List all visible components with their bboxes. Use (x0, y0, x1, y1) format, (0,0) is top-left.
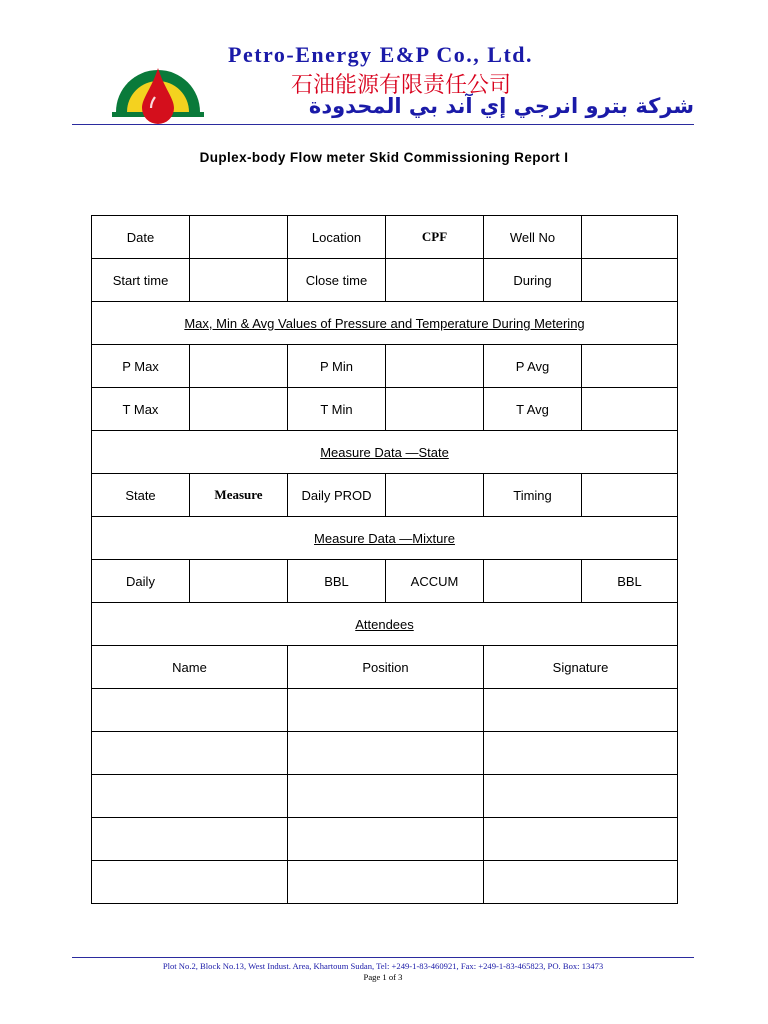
location-value-cell[interactable]: CPF (386, 216, 484, 259)
section-heading-text: Measure Data —State (320, 444, 449, 460)
attendee-position-cell[interactable] (288, 689, 484, 732)
t-max-label: T Max (92, 388, 190, 431)
table-row (92, 216, 678, 259)
attendee-row (92, 818, 678, 861)
well-no-label: Well No (484, 216, 582, 259)
attendee-signature-cell[interactable] (484, 861, 678, 904)
oil-drop-logo-icon (112, 44, 204, 124)
report-title: Duplex-body Flow meter Skid Commissioning Report I (199, 150, 569, 165)
table-row (92, 603, 678, 646)
attendee-name-cell[interactable] (92, 689, 288, 732)
t-min-label: T Min (288, 388, 386, 431)
during-label: During (484, 259, 582, 302)
t-max-value-cell[interactable] (190, 388, 288, 431)
accum-label: ACCUM (386, 560, 484, 603)
attendee-name-cell[interactable] (92, 818, 288, 861)
close-time-value-cell[interactable] (386, 259, 484, 302)
page-number: Page 1 of 3 (363, 972, 403, 982)
position-column-header: Position (288, 646, 484, 689)
attendee-row (92, 775, 678, 818)
t-min-value-cell[interactable] (386, 388, 484, 431)
daily-prod-value-cell[interactable] (386, 474, 484, 517)
p-max-label: P Max (92, 345, 190, 388)
measure-state-section-heading (92, 431, 678, 474)
p-avg-value-cell[interactable] (582, 345, 678, 388)
close-time-label: Close time (288, 259, 386, 302)
table-row (92, 345, 678, 388)
state-value-cell[interactable]: Measure (190, 474, 288, 517)
start-time-value-cell[interactable] (190, 259, 288, 302)
daily-prod-label: Daily PROD (288, 474, 386, 517)
accum-unit-label: BBL (582, 560, 678, 603)
section-heading-text: Measure Data —Mixture (314, 530, 455, 546)
date-value-cell[interactable] (190, 216, 288, 259)
attendee-position-cell[interactable] (288, 861, 484, 904)
header-divider (72, 124, 694, 125)
accum-value-cell[interactable] (484, 560, 582, 603)
p-min-label: P Min (288, 345, 386, 388)
pressure-temperature-section-heading (92, 302, 678, 345)
attendee-position-cell[interactable] (288, 818, 484, 861)
name-column-header: Name (92, 646, 288, 689)
p-min-value-cell[interactable] (386, 345, 484, 388)
during-value-cell[interactable] (582, 259, 678, 302)
company-name-chinese: 石油能源有限责任公司 (291, 73, 512, 98)
company-name-english: Petro-Energy E&P Co., Ltd. (228, 42, 534, 67)
section-heading-text: Attendees (355, 616, 414, 632)
daily-value-cell[interactable] (190, 560, 288, 603)
attendee-row (92, 861, 678, 904)
section-heading-text: Max, Min & Avg Values of Pressure and Temperature During Metering (184, 315, 585, 331)
attendee-row (92, 732, 678, 775)
attendee-signature-cell[interactable] (484, 775, 678, 818)
p-avg-label: P Avg (484, 345, 582, 388)
daily-unit-label: BBL (288, 560, 386, 603)
attendee-name-cell[interactable] (92, 732, 288, 775)
company-name-arabic: شركة بترو انرجي إي آند بي المحدودة (308, 94, 694, 118)
table-row (92, 560, 678, 603)
footer-divider (72, 957, 694, 958)
report-table (91, 215, 678, 904)
attendee-name-cell[interactable] (92, 775, 288, 818)
t-avg-label: T Avg (484, 388, 582, 431)
table-row (92, 474, 678, 517)
page-footer (72, 961, 694, 983)
signature-column-header: Signature (484, 646, 678, 689)
table-row (92, 259, 678, 302)
table-row (92, 431, 678, 474)
attendee-name-cell[interactable] (92, 861, 288, 904)
state-label: State (92, 474, 190, 517)
attendee-signature-cell[interactable] (484, 818, 678, 861)
timing-value-cell[interactable] (582, 474, 678, 517)
table-row (92, 302, 678, 345)
timing-label: Timing (484, 474, 582, 517)
attendees-section-heading (92, 603, 678, 646)
table-row (92, 517, 678, 560)
attendee-position-cell[interactable] (288, 775, 484, 818)
attendee-signature-cell[interactable] (484, 732, 678, 775)
attendee-signature-cell[interactable] (484, 689, 678, 732)
t-avg-value-cell[interactable] (582, 388, 678, 431)
start-time-label: Start time (92, 259, 190, 302)
attendee-row (92, 689, 678, 732)
well-no-value-cell[interactable] (582, 216, 678, 259)
footer-address: Plot No.2, Block No.13, West Indust. Area, Khartoum Sudan, Tel: +249-1-83-460921, Fax: +249-1-83-465823, PO. Box: 13473 (162, 961, 604, 971)
attendees-header-row (92, 646, 678, 689)
date-label: Date (92, 216, 190, 259)
p-max-value-cell[interactable] (190, 345, 288, 388)
measure-mixture-section-heading (92, 517, 678, 560)
table-row (92, 388, 678, 431)
location-label: Location (288, 216, 386, 259)
attendee-position-cell[interactable] (288, 732, 484, 775)
daily-label: Daily (92, 560, 190, 603)
